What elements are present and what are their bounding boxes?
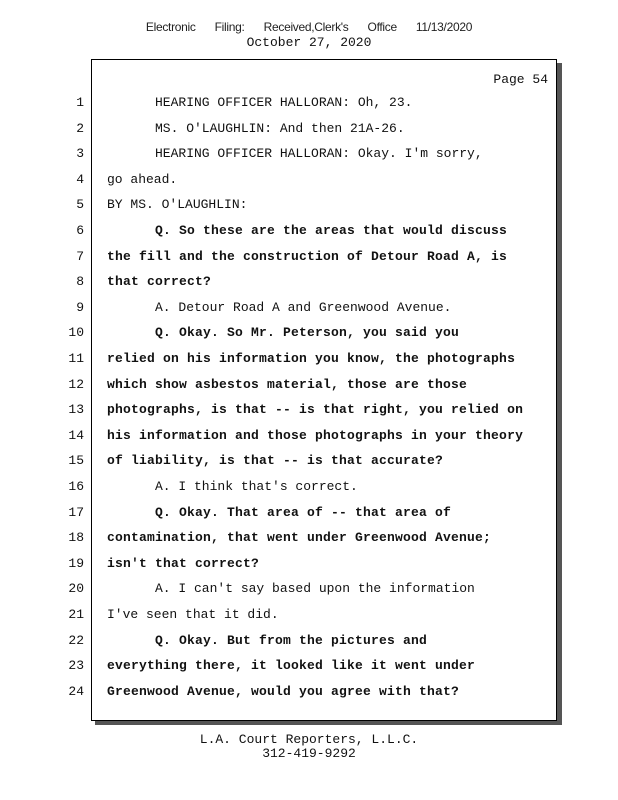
line-number: 1 bbox=[76, 95, 84, 110]
line-text: A. I can't say based upon the information bbox=[155, 581, 475, 597]
line-text: his information and those photographs in your theory bbox=[107, 427, 524, 443]
transcript-line bbox=[0, 530, 618, 555]
transcript-line bbox=[0, 197, 618, 222]
page-number: Page 54 bbox=[493, 72, 548, 87]
line-number: 6 bbox=[76, 223, 84, 238]
filing-stamp-word: Electronic bbox=[145, 20, 196, 34]
filing-stamp-word: Received,Clerk's bbox=[263, 20, 349, 34]
line-number: 4 bbox=[76, 171, 84, 187]
filing-stamp bbox=[0, 20, 618, 34]
line-number: 12 bbox=[68, 376, 84, 392]
transcript-line bbox=[0, 377, 618, 402]
transcript-line bbox=[0, 146, 618, 171]
line-number: 2 bbox=[76, 120, 84, 136]
line-text: everything there, it looked like it went under bbox=[107, 658, 476, 674]
line-text: HEARING OFFICER HALLORAN: Oh, 23. bbox=[155, 95, 413, 110]
line-text: Greenwood Avenue, would you agree with that? bbox=[107, 683, 460, 699]
transcript-line bbox=[0, 274, 618, 299]
transcript-line bbox=[0, 479, 618, 504]
line-number: 15 bbox=[68, 453, 84, 469]
line-text: I've seen that it did. bbox=[107, 607, 279, 622]
reporter-company: L.A. Court Reporters, L.L.C. bbox=[199, 732, 419, 747]
line-text: the fill and the construction of Detour Road A, is bbox=[107, 248, 508, 264]
transcript-line bbox=[0, 249, 618, 274]
line-text: Q. Okay. That area of -- that area of bbox=[155, 504, 452, 520]
transcript-line bbox=[0, 505, 618, 530]
transcript-line bbox=[0, 121, 618, 146]
transcript-line bbox=[0, 325, 618, 350]
transcript-line bbox=[0, 607, 618, 632]
transcript-line bbox=[0, 556, 618, 581]
line-number: 22 bbox=[68, 632, 84, 648]
transcript-line bbox=[0, 351, 618, 376]
line-number: 24 bbox=[68, 683, 84, 699]
line-number: 16 bbox=[68, 479, 84, 494]
transcript-line bbox=[0, 172, 618, 197]
line-number: 21 bbox=[68, 607, 84, 622]
reporter-phone: 312-419-9292 bbox=[262, 746, 356, 761]
line-text: which show asbestos material, those are those bbox=[107, 376, 468, 392]
line-number: 11 bbox=[68, 351, 84, 366]
line-text: A. Detour Road A and Greenwood Avenue. bbox=[155, 299, 452, 315]
line-text: go ahead. bbox=[107, 171, 178, 187]
line-number: 5 bbox=[76, 197, 84, 213]
line-number: 13 bbox=[68, 402, 84, 418]
transcript-line bbox=[0, 300, 618, 325]
line-text: photographs, is that -- is that right, you relied on bbox=[107, 402, 524, 418]
line-number: 10 bbox=[68, 325, 84, 341]
line-number: 17 bbox=[68, 504, 84, 520]
line-text: HEARING OFFICER HALLORAN: Okay. I'm sorry, bbox=[155, 146, 483, 162]
line-number: 14 bbox=[68, 427, 84, 443]
line-text: BY MS. O'LAUGHLIN: bbox=[107, 197, 248, 213]
filing-stamp-word: Filing: bbox=[214, 20, 245, 34]
line-number: 7 bbox=[76, 248, 84, 264]
line-text: isn't that correct? bbox=[107, 555, 260, 571]
line-number: 3 bbox=[76, 146, 84, 162]
line-text: Q. Okay. But from the pictures and bbox=[155, 632, 428, 648]
transcript-line bbox=[0, 633, 618, 658]
line-text: that correct? bbox=[107, 274, 212, 290]
transcript-line bbox=[0, 95, 618, 120]
line-text: contamination, that went under Greenwood Avenue; bbox=[107, 530, 492, 546]
filing-stamp-word: Office bbox=[367, 20, 397, 34]
transcript-date: October 27, 2020 bbox=[246, 35, 372, 50]
transcript-line bbox=[0, 658, 618, 683]
line-text: relied on his information you know, the photographs bbox=[107, 351, 516, 366]
line-number: 19 bbox=[68, 555, 84, 571]
line-number: 9 bbox=[76, 299, 84, 315]
line-number: 20 bbox=[68, 581, 84, 597]
line-text: of liability, is that -- is that accurate? bbox=[107, 453, 444, 469]
transcript-line bbox=[0, 428, 618, 453]
line-number: 23 bbox=[68, 658, 84, 674]
line-text: Q. So these are the areas that would discuss bbox=[155, 223, 508, 238]
transcript-line bbox=[0, 453, 618, 478]
transcript-line bbox=[0, 684, 618, 709]
line-text: MS. O'LAUGHLIN: And then 21A-26. bbox=[155, 120, 405, 136]
line-text: A. I think that's correct. bbox=[155, 479, 358, 494]
transcript-line bbox=[0, 223, 618, 248]
transcript-line bbox=[0, 581, 618, 606]
line-number: 18 bbox=[68, 530, 84, 546]
line-text: Q. Okay. So Mr. Peterson, you said you bbox=[155, 325, 460, 341]
filing-stamp-word: 11/13/2020 bbox=[415, 20, 473, 34]
transcript-line bbox=[0, 402, 618, 427]
line-number: 8 bbox=[76, 274, 84, 290]
